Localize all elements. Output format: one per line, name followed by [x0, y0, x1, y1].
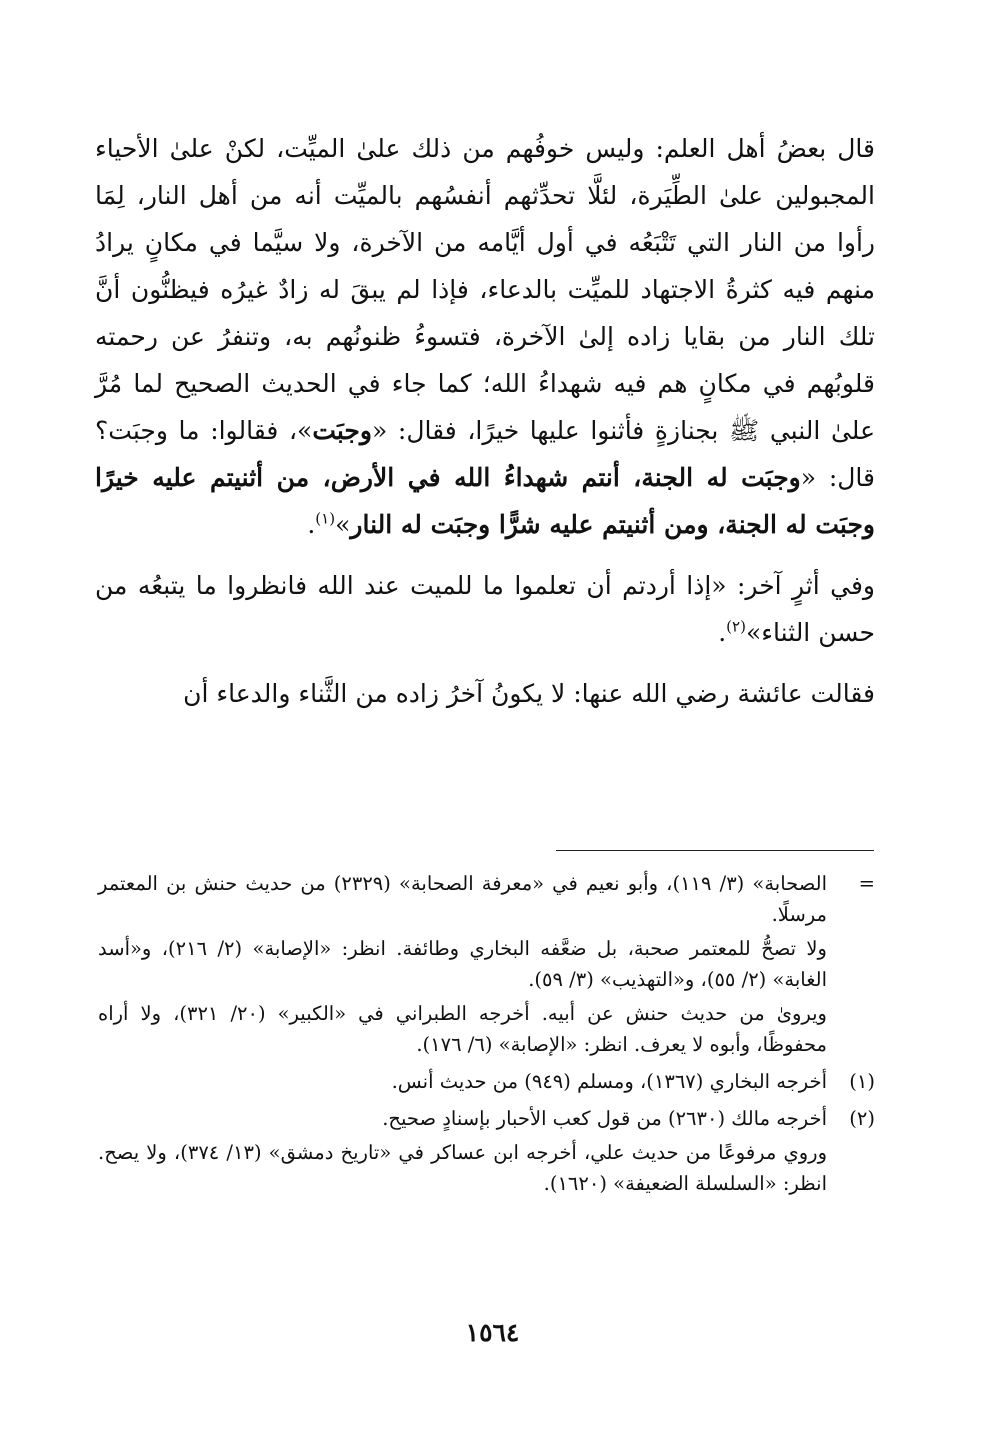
footnote-2-number: (٢) — [849, 1107, 875, 1130]
footnote-2-text-1: أخرجه مالك (٢٦٣٠) من قول كعب الأحبار بإسنادٍ صحيح. — [382, 1107, 827, 1130]
footnote-1 — [98, 1066, 875, 1100]
footnote-2 — [98, 1103, 875, 1202]
hadith-quote-bold: وجبَت له الجنة، أنتم شهداءُ الله في الأرض، من أثنيتم عليه خيرًا وجبَت له الجنة، ومن أثنيتم عليه شرًّا وجبَت له النار — [95, 463, 875, 539]
footnote-ref-1[interactable]: (١) — [315, 509, 336, 528]
footnotes-section — [98, 868, 875, 1205]
paragraph-3: فقالت عائشة رضي الله عنها: لا يكونُ آخرُ زاده من الثَّناء والدعاء أن — [183, 679, 875, 708]
paragraph-2 — [95, 562, 875, 656]
paragraph-2-end: . — [718, 618, 727, 647]
footnote-1-number: (١) — [849, 1070, 875, 1093]
paragraph-2-text: وفي أثرٍ آخر: «إذا أردتم أن تعلموا ما للميت عند الله فانظروا ما يتبعُه من حسن الثناء» — [95, 571, 875, 647]
paragraph-1-end: . — [307, 510, 316, 539]
footnote-ref-2[interactable]: (٢) — [726, 617, 746, 636]
paragraph-1-text-cont: »، فقالوا: ما وجبَت؟ قال: « — [95, 416, 875, 492]
page-number: ١٥٦٤ — [465, 1318, 520, 1347]
hadith-quote-wajabat: وجبَت — [312, 416, 372, 445]
footnote-continued-text-3: ويروىٰ من حديث حنش عن أبيه. أخرجه الطبراني في «الكبير» (٢٠/ ٣٢١)، ولا أراه محفوظًا، وأبوه لا يعرف. انظر: «الإصابة» (٦/ ١٧٦). — [98, 1002, 827, 1056]
continuation-mark: = — [858, 872, 875, 895]
footnote-1-text: أخرجه البخاري (١٣٦٧)، ومسلم (٩٤٩) من حديث أنس. — [391, 1070, 827, 1093]
footnote-2-text-2: وروي مرفوعًا من حديث علي، أخرجه ابن عساكر في «تاريخ دمشق» (١٣/ ٣٧٤)، ولا يصح. انظر: «السلسلة الضعيفة» (١٦٢٠). — [98, 1141, 827, 1195]
main-text-block — [95, 125, 875, 717]
paragraph-1 — [95, 125, 875, 548]
paragraph-1-text: قال بعضُ أهل العلم: وليس خوفُهم من ذلك علىٰ الميِّت، لكنْ علىٰ الأحياء المجبولين علىٰ الطِّيَرة، لئلَّا تحدِّثهم أنفسُهم بالميِّت أنه من أهل النار، لِمَا رأوا من النار التي تَتْبَعُه في أول أيَّامه من الآخرة، ولا سيَّما في مكانٍ يرادُ منهم فيه كثرةُ الاجتهاد للميِّت بالدعاء، فإذا لم يبقَ له زادٌ غيرُه فيظنُّون أنَّ تلك النار من بقايا زاده إلىٰ الآخرة، فتسوءُ ظنونُهم به، وتنفرُ عن رحمته قلوبُهم في مكانٍ هم فيه شهداءُ الله؛ كما جاء في الحديث الصحيح لما مُرَّ علىٰ النبي ﷺ بجنازةٍ فأثنوا عليها خيرًا، فقال: « — [95, 134, 875, 445]
footnote-continued — [98, 868, 875, 1063]
footnote-divider — [556, 850, 874, 851]
quote-close: » — [335, 510, 351, 539]
footnote-continued-text-2: ولا تصحُّ للمعتمر صحبة، بل ضعَّفه البخاري وطائفة. انظر: «الإصابة» (٢/ ٢١٦)، و«أسد الغابة» (٢/ ٥٥)، و«التهذيب» (٣/ ٥٩). — [98, 937, 827, 991]
footnote-continued-text-1: الصحابة» (٣/ ١١٩)، وأبو نعيم في «معرفة الصحابة» (٢٣٢٩) من حديث حنش بن المعتمر مرسلًا. — [98, 872, 828, 926]
